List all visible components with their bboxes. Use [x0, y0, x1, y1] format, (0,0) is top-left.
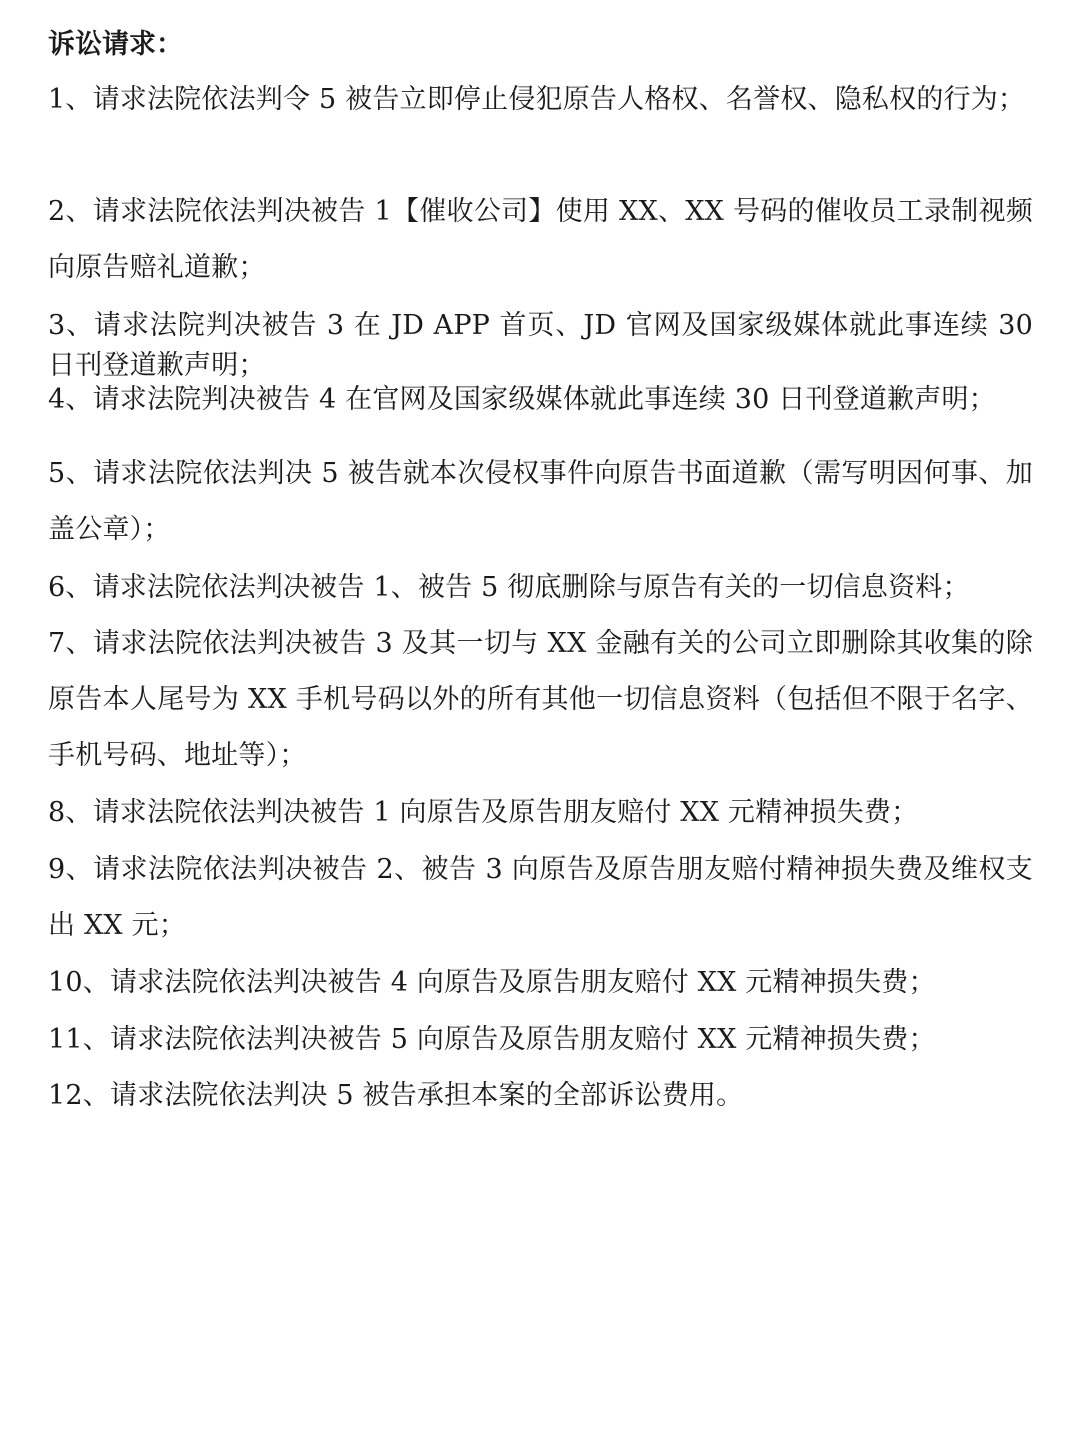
claim-item-9: 9、请求法院依法判决被告 2、被告 3 向原告及原告朋友赔付精神损失费及维权支出 XX 元； [48, 854, 1033, 941]
claim-item-10: 10、请求法院依法判决被告 4 向原告及原告朋友赔付 XX 元精神损失费； [48, 967, 936, 998]
claim-item-1: 1、请求法院依法判令 5 被告立即停止侵犯原告人格权、名誉权、隐私权的行为； [48, 84, 1026, 115]
claim-item-8: 8、请求法院依法判决被告 1 向原告及原告朋友赔付 XX 元精神损失费； [48, 797, 919, 828]
claim-item-11: 11、请求法院依法判决被告 5 向原告及原告朋友赔付 XX 元精神损失费； [48, 1024, 936, 1055]
page-title: 诉讼请求： [48, 29, 183, 60]
claim-item-12: 12、请求法院依法判决 5 被告承担本案的全部诉讼费用。 [48, 1080, 744, 1111]
claim-item-2: 2、请求法院依法判决被告 1【催收公司】使用 XX、XX 号码的催收员工录制视频向原告赔礼道歉； [48, 196, 1033, 283]
claim-item-3: 3、请求法院判决被告 3 在 JD APP 首页、JD 官网及国家级媒体就此事连续 30 日刊登道歉声明； [48, 310, 1033, 381]
claim-item-6: 6、请求法院依法判决被告 1、被告 5 彻底删除与原告有关的一切信息资料； [48, 572, 970, 603]
claim-item-4: 4、请求法院判决被告 4 在官网及国家级媒体就此事连续 30 日刊登道歉声明； [48, 384, 996, 415]
claim-item-5: 5、请求法院依法判决 5 被告就本次侵权事件向原告书面道歉（需写明因何事、加盖公章）； [48, 458, 1033, 545]
claim-item-7: 7、请求法院依法判决被告 3 及其一切与 XX 金融有关的公司立即删除其收集的除原告本人尾号为 XX 手机号码以外的所有其他一切信息资料（包括但不限于名字、手机号码、地址等）； [48, 628, 1033, 771]
